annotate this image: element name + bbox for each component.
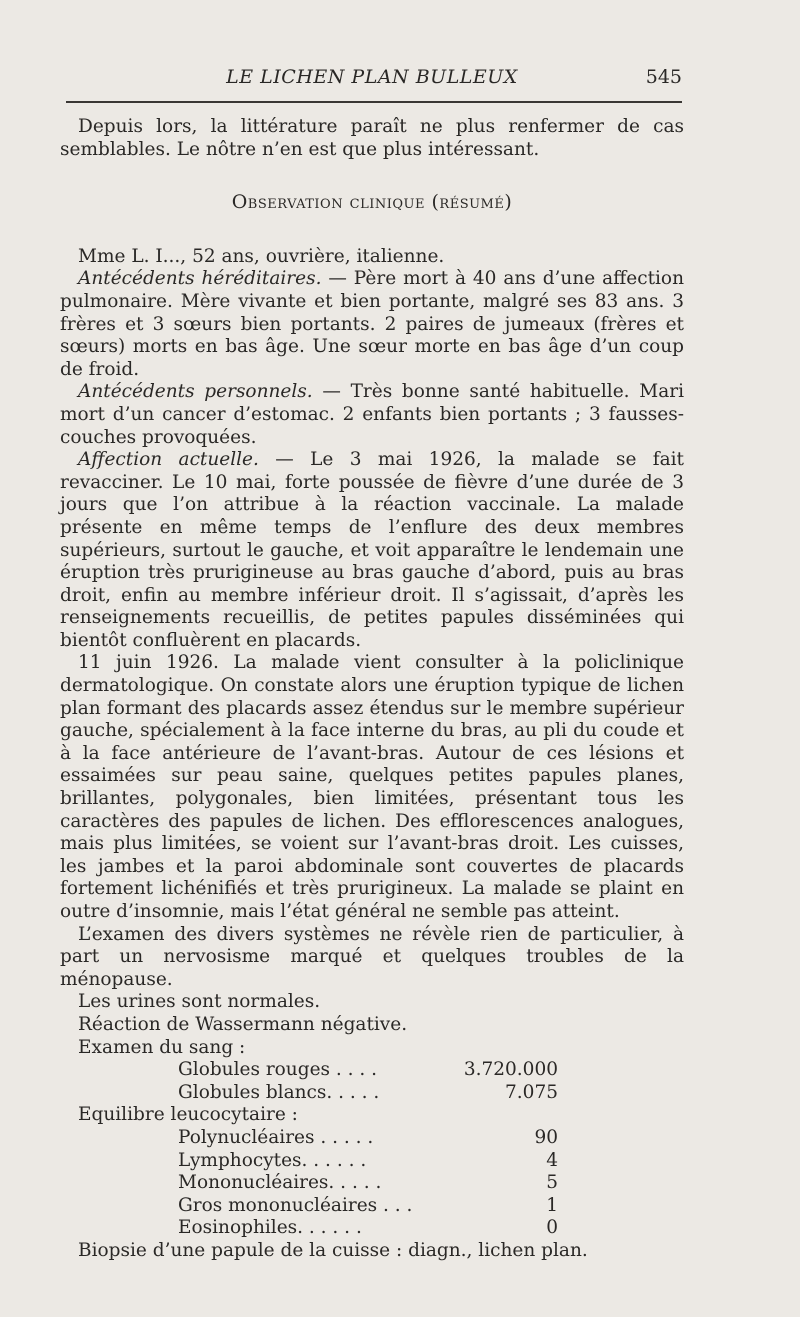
leuco-title: Equilibre leucocytaire : — [78, 1104, 298, 1126]
intro-paragraph: Depuis lors, la littérature paraît ne plus renfermer de cas semblables. Le nôtre n’en est que plus intéressant. — [60, 116, 684, 160]
body-text — [60, 116, 684, 1263]
current-label: Affection actuelle. — [78, 449, 259, 471]
leuco-value: 5 — [546, 1172, 558, 1194]
leuco-row — [60, 1217, 684, 1240]
leuco-row — [60, 1127, 684, 1150]
leuco-label: Gros mononucléaires . . . — [178, 1194, 413, 1216]
biopsy-line: Biopsie d’une papule de la cuisse : diagn., lichen plan. — [78, 1239, 588, 1261]
running-head — [62, 66, 682, 96]
current-text: — Le 3 mai 1926, la malade se fait revacciner. Le 10 mai, forte poussée de fièvre d’une durée de 3 jours que l’on attribue à la réaction vaccinale. La malade présente en même temps de l’enflure des deux membres supérieurs, surtout le gauche, et voit apparaître le lendemain une éruption très prurigineuse au bras gauche d’abord, puis au bras droit, enfin au membre inférieur droit. Il s’agissait, d’après les renseignements recueillis, de petites papules disséminées qui bientôt confluèrent en placards. — [60, 449, 684, 651]
leuco-row — [60, 1172, 684, 1195]
urines-line: Les urines sont normales. — [78, 991, 321, 1013]
blood-title: Examen du sang : — [78, 1036, 246, 1058]
blood-value: 3.720.000 — [463, 1059, 558, 1081]
wassermann-line: Réaction de Wassermann négative. — [78, 1013, 408, 1035]
leuco-value: 1 — [546, 1194, 558, 1216]
page-number: 545 — [645, 66, 682, 88]
blood-label: Globules rouges . . . . — [178, 1059, 378, 1081]
blood-label: Globules blancs. . . . . — [178, 1081, 380, 1103]
leuco-row — [60, 1195, 684, 1218]
personal-label: Antécédents personnels. — [78, 381, 313, 403]
leuco-label: Polynucléaires . . . . . — [178, 1126, 374, 1148]
blood-row — [60, 1059, 684, 1082]
section-heading: Observation clinique (résumé) — [231, 191, 513, 214]
hereditary-paragraph — [60, 268, 684, 381]
current-paragraph — [60, 449, 684, 652]
leuco-row — [60, 1150, 684, 1173]
hereditary-label: Antécédents héréditaires. — [78, 268, 322, 290]
june-paragraph: 11 juin 1926. La malade vient consulter à la policlinique dermatologique. On constate alors une éruption typique de lichen plan formant des placards assez étendus sur le membre supérieur gauche, spécialement à la face interne du bras, au pli du coude et à la face antérieure de l’avant-bras. Autour de ces lésions et essaimées sur peau saine, quelques petites papules planes, brillantes, polygonales, bien limitées, présentant tous les caractères des papules de lichen. Des efflorescences analogues, mais plus limitées, se voient sur l’avant-bras droit. Les cuisses, les jambes et la paroi abdominale sont couvertes de placards fortement lichénifiés et très prurigineux. La malade se plaint en outre d’insomnie, mais l’état général ne semble pas atteint. — [60, 652, 684, 922]
personal-text: — Très bonne santé habituelle. Mari mort d’un cancer d’estomac. 2 enfants bien portants ; 3 fausses-couches provoquées. — [60, 381, 684, 448]
leuco-label: Mononucléaires. . . . . — [178, 1172, 382, 1194]
running-title: LE LICHEN PLAN BULLEUX — [226, 66, 518, 88]
leuco-value: 0 — [546, 1217, 558, 1239]
leuco-label: Lymphocytes. . . . . . — [178, 1149, 367, 1171]
blood-value: 7.075 — [505, 1081, 558, 1103]
hereditary-text: — Père mort à 40 ans d’une affection pulmonaire. Mère vivante et bien portante, malgré ses 83 ans. 3 frères et 3 sœurs bien portants. 2 paires de jumeaux (frères et sœurs) morts en bas âge. Une sœur morte en bas âge d’un coup de froid. — [60, 268, 684, 380]
leuco-label: Eosinophiles. . . . . . — [178, 1217, 362, 1239]
patient-line: Mme L. I..., 52 ans, ouvrière, italienne. — [78, 245, 445, 267]
leuco-value: 90 — [534, 1126, 558, 1148]
exam-paragraph: L’examen des divers systèmes ne révèle rien de particulier, à part un nervosisme marqué et quelques troubles de la ménopause. — [60, 923, 684, 990]
header-rule — [66, 101, 682, 103]
leuco-value: 4 — [546, 1149, 558, 1171]
personal-paragraph — [60, 381, 684, 449]
blood-row — [60, 1082, 684, 1105]
